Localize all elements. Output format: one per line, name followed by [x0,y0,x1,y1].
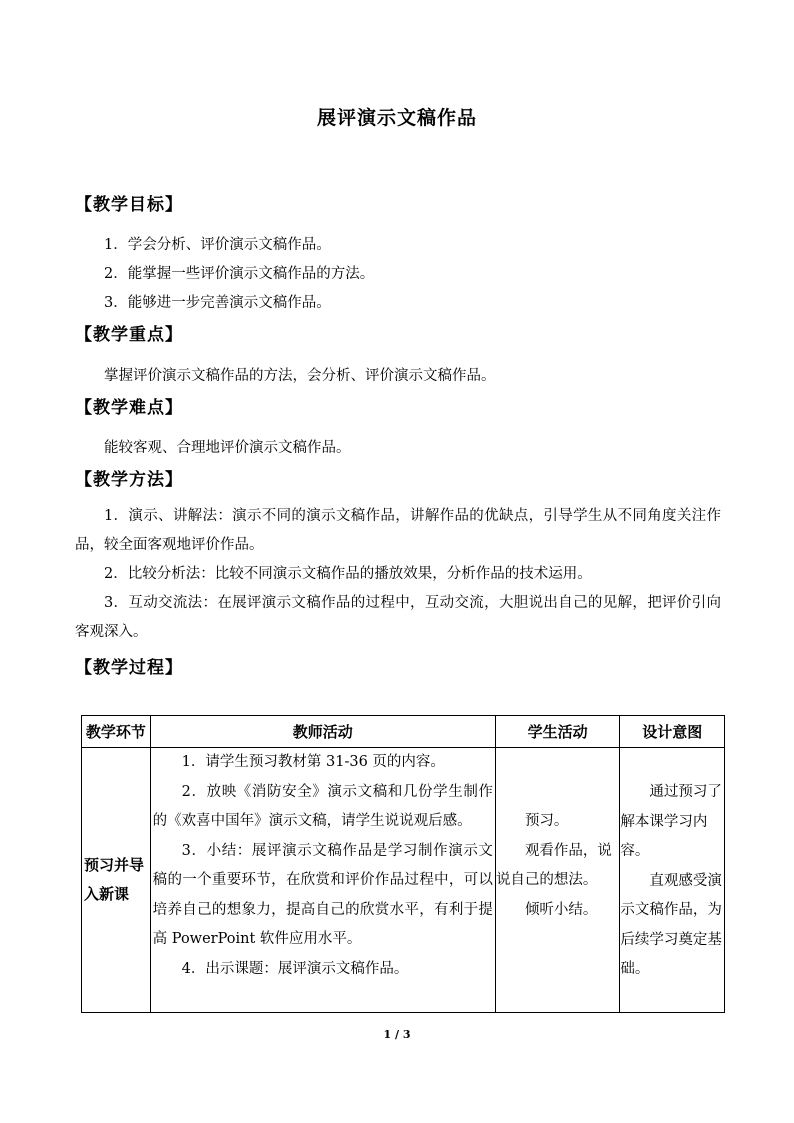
process-heading: 【教学过程】 [75,658,183,678]
design-intent-item: 通过预习了解本课学习内容。 [620,784,722,859]
table-header-cell: 教师活动 [150,716,495,748]
lesson-plan-table [81,715,725,1013]
table-header-cell: 学生活动 [495,716,619,748]
table-header-cell: 教学环节 [82,716,151,748]
objective-item: 3．能够进一步完善演示文稿作品。 [104,295,331,311]
stage-cell: 预习并导入新课 [82,748,151,1013]
student-activity-item: 预习。 [524,813,569,829]
table-header-cell: 设计意图 [620,716,725,748]
objective-item: 1．学会分析、评价演示文稿作品。 [104,237,331,253]
design-intent-item: 直观感受演示文稿作品，为后续学习奠定基础。 [620,872,722,977]
teacher-activity-item: 3．小结：展评演示文稿作品是学习制作演示文稿的一个重要环节，在欣赏和评价作品过程中，可以培养自己的想象力，提高自己的欣赏水平，有利于提高 PowerPoint 软件应用水平。 [152,842,493,947]
table-row [82,748,725,1013]
objectives-heading: 【教学目标】 [75,195,183,215]
document-title: 展评演示文稿作品 [316,107,477,129]
key-points-text: 掌握评价演示文稿作品的方法，会分析、评价演示文稿作品。 [104,368,496,384]
student-activity-item: 倾听小结。 [524,901,598,918]
difficulties-text: 能较客观、合理地评价演示文稿作品。 [104,440,351,456]
method-item: 2．比较分析法：比较不同演示文稿作品的播放效果，分析作品的技术运用。 [104,566,592,582]
method-item: 1．演示、讲解法：演示不同的演示文稿作品，讲解作品的优缺点，引导学生从不同角度关注作品，较全面客观地评价作品。 [75,508,721,553]
difficulties-heading: 【教学难点】 [75,398,183,418]
key-points-heading: 【教学重点】 [75,325,183,345]
teacher-activity-item: 4．出示课题：展评演示文稿作品。 [181,960,409,977]
teacher-activity-item: 1．请学生预习教材第 31-36 页的内容。 [181,754,445,770]
objective-item: 2．能掌握一些评价演示文稿作品的方法。 [104,266,375,282]
page-number: 1 / 3 [383,1028,411,1041]
methods-heading: 【教学方法】 [75,470,183,490]
method-item: 3．互动交流法：在展评演示文稿作品的过程中，互动交流，大胆说出自己的见解，把评价引向客观深入。 [75,595,721,640]
student-activity-cell [495,748,619,1013]
design-intent-cell [620,748,725,1013]
teacher-activity-item: 2．放映《消防安全》演示文稿和几份学生制作的《欢喜中国年》演示文稿，请学生说说观后感。 [152,783,493,829]
table-header-row [82,716,725,748]
student-activity-item: 观看作品，说说自己的想法。 [495,842,612,888]
teacher-activity-cell [150,748,495,1013]
